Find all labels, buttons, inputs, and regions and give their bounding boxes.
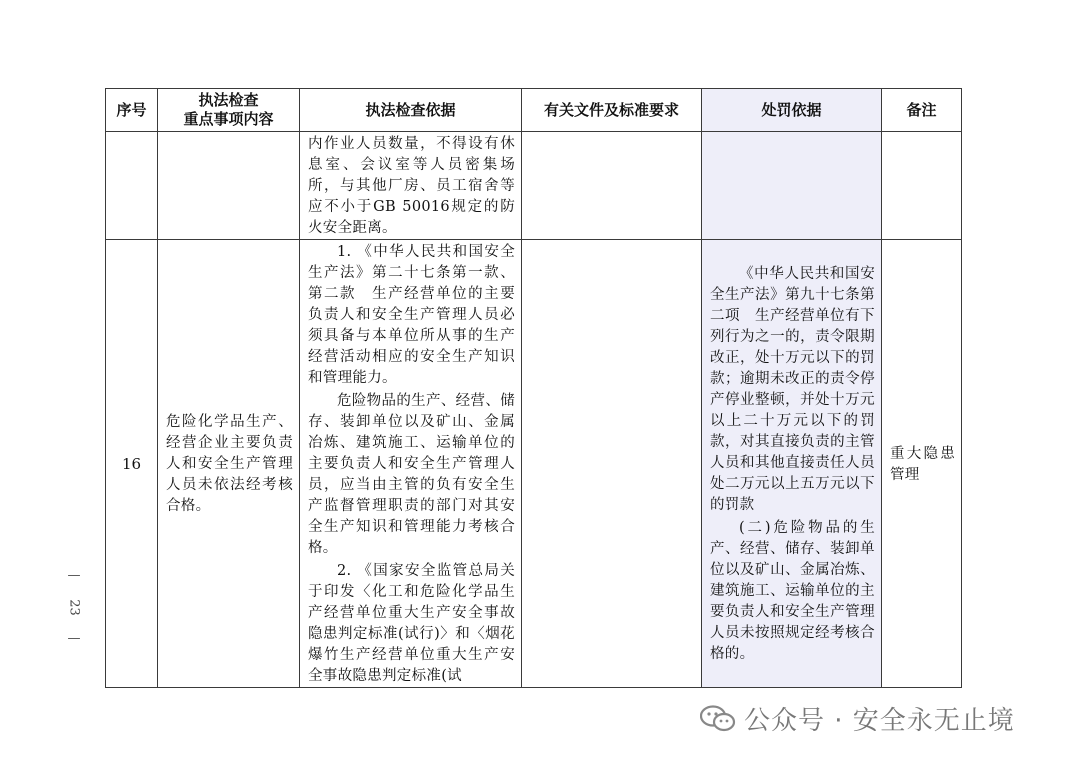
cell-item bbox=[158, 132, 300, 240]
header-penalty: 处罚依据 bbox=[702, 89, 882, 132]
remark-text: 重大隐患管理 bbox=[890, 445, 955, 483]
cell-remark bbox=[882, 132, 962, 240]
header-remark: 备注 bbox=[882, 89, 962, 132]
cell-docs bbox=[522, 240, 702, 688]
table-row bbox=[106, 240, 962, 688]
watermark bbox=[700, 700, 1015, 737]
page-dash-top: — bbox=[67, 568, 81, 583]
page-number bbox=[64, 568, 84, 647]
header-no: 序号 bbox=[106, 89, 158, 132]
cell-no bbox=[106, 132, 158, 240]
table-row bbox=[106, 132, 962, 240]
watermark-text: 公众号 · 安全永无止境 bbox=[744, 706, 1015, 736]
penalty-paragraph-1: 《中华人民共和国安全生产法》第九十七条第二项 生产经营单位有下列行为之一的，责令限期改正，处十万元以下的罚款；逾期未改正的责令停产停业整顿，并处十万元以上二十万元以下的罚款，对其直接负责的主管人员和其他直接责任人员处二万元以上五万元以下的罚款 bbox=[710, 266, 875, 513]
header-item-line1: 执法检查 bbox=[198, 91, 259, 109]
cell-docs bbox=[522, 132, 702, 240]
item-text: 危险化学品生产、经营企业主要负责人和安全生产管理人员未依法经考核合格。 bbox=[166, 414, 293, 514]
basis-paragraph-1: 1. 《中华人民共和国安全生产法》第二十七条第一款、第二款 生产经营单位的主要负责人和安全生产管理人员必须具备与本单位所从事的生产经营活动相应的安全生产知识和管理能力。 bbox=[308, 244, 515, 386]
page-number-value: 23 bbox=[66, 599, 82, 616]
penalty-paragraph-2: (二)危险物品的生产、经营、储存、装卸单位以及矿山、金属冶炼、建筑施工、运输单位的主要负责人和安全生产管理人员未按照规定经考核合格的。 bbox=[710, 520, 875, 662]
page-dash-bottom: — bbox=[67, 631, 81, 646]
header-docs: 有关文件及标准要求 bbox=[522, 89, 702, 132]
cell-no: 16 bbox=[106, 240, 158, 688]
cell-remark bbox=[882, 240, 962, 688]
cell-basis bbox=[300, 132, 522, 240]
header-row bbox=[106, 89, 962, 132]
header-item-line2: 重点事项内容 bbox=[183, 110, 274, 128]
basis-paragraph-3: 2. 《国家安全监管总局关于印发〈化工和危险化学品生产经营单位重大生产安全事故隐患判定标准(试行)〉和〈烟花爆竹生产经营单位重大生产安全事故隐患判定标准(试 bbox=[308, 563, 515, 684]
header-item bbox=[158, 89, 300, 132]
header-basis: 执法检查依据 bbox=[300, 89, 522, 132]
basis-paragraph-2: 危险物品的生产、经营、储存、装卸单位以及矿山、金属冶炼、建筑施工、运输单位的主要负责人和安全生产管理人员，应当由主管的负有安全生产监督管理职责的部门对其安全生产知识和管理能力考核合格。 bbox=[308, 393, 515, 556]
wechat-icon bbox=[700, 705, 736, 733]
cell-penalty bbox=[702, 240, 882, 688]
cell-item bbox=[158, 240, 300, 688]
inspection-table bbox=[105, 88, 962, 688]
cell-basis bbox=[300, 240, 522, 688]
cell-penalty bbox=[702, 132, 882, 240]
basis-text: 内作业人员数量，不得设有休息室、会议室等人员密集场所，与其他厂房、员工宿舍等应不小于GB 50016规定的防火安全距离。 bbox=[308, 136, 515, 236]
